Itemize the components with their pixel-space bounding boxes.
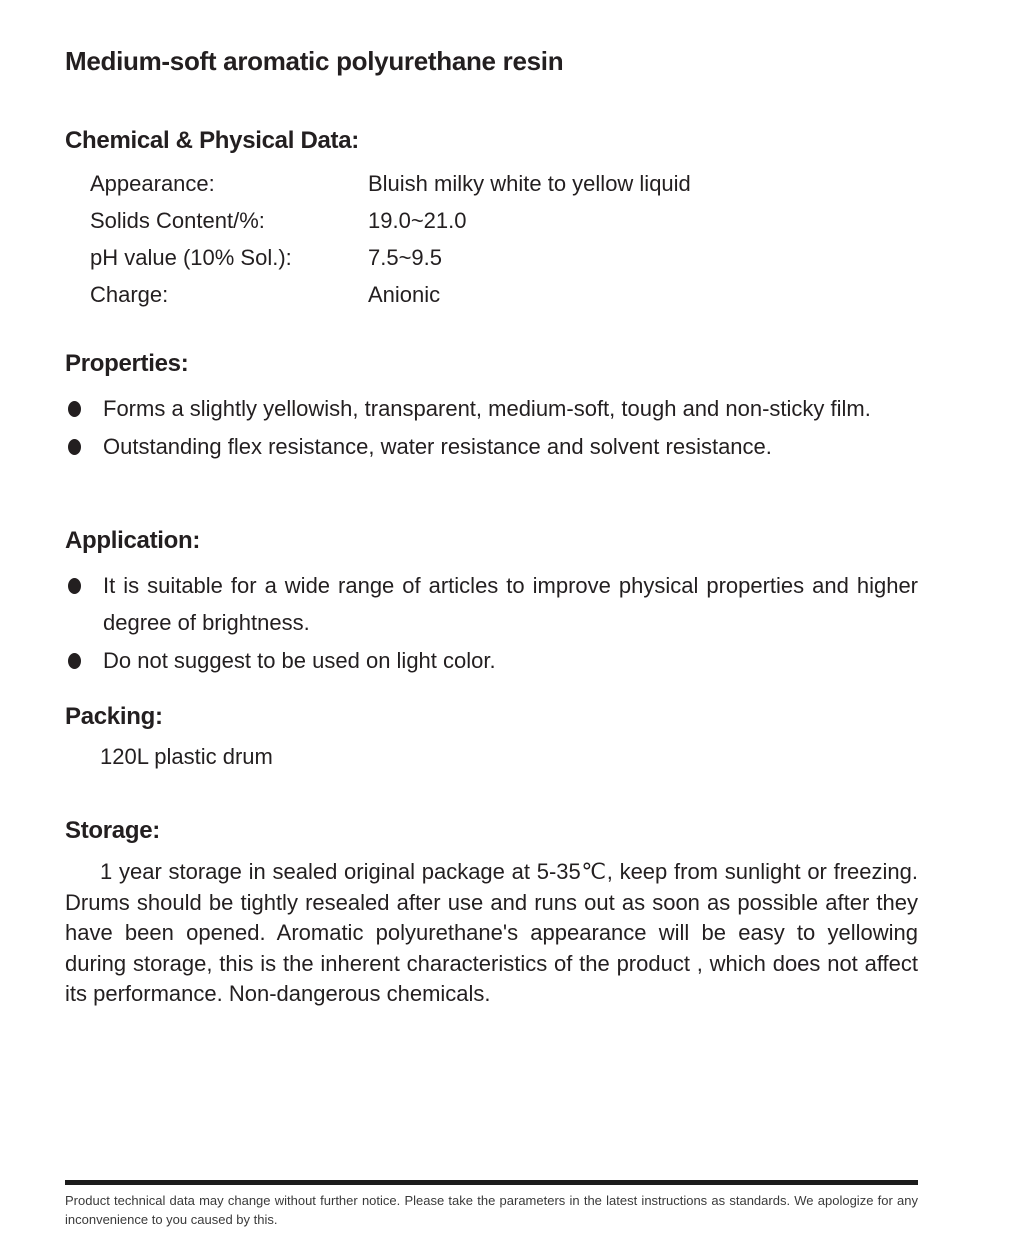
properties-item-text: Forms a slightly yellowish, transparent, medium-soft, tough and non-sticky film. — [103, 396, 871, 421]
list-item — [65, 390, 918, 427]
storage-heading: Storage: — [65, 817, 160, 844]
table-row — [65, 202, 918, 239]
storage-paragraph: 1 year storage in sealed original package at 5-35℃, keep from sunlight or freezing. Drums should be tightly resealed after use and runs out as soon as possible after they have been opened. Aromatic polyurethane's appearance will be easy to yellowing during storage, this is the inherent characteristics of the product , which does not affect its performance. Non-dangerous chemicals. — [65, 859, 918, 1006]
properties-heading: Properties: — [65, 350, 189, 377]
row-value-charge: Anionic — [368, 282, 441, 307]
page-footer — [65, 1180, 918, 1229]
list-item — [65, 428, 918, 465]
table-row — [65, 276, 918, 313]
application-heading: Application: — [65, 527, 201, 554]
row-value-solids-content: 19.0~21.0 — [368, 208, 467, 233]
chemical-data-rows — [65, 165, 918, 313]
section-chemical-physical-data — [65, 127, 918, 313]
properties-list — [65, 390, 918, 465]
row-value-appearance: Bluish milky white to yellow liquid — [368, 171, 691, 196]
bullet-icon — [68, 653, 81, 669]
section-properties — [65, 350, 918, 466]
packing-heading: Packing: — [65, 703, 163, 730]
packing-text: 120L plastic drum — [100, 744, 273, 769]
row-value-ph-value: 7.5~9.5 — [368, 245, 443, 270]
list-item — [65, 642, 918, 679]
row-label-solids-content: Solids Content/%: — [90, 208, 265, 233]
bullet-icon — [68, 401, 81, 417]
chemical-data-heading: Chemical & Physical Data: — [65, 127, 359, 154]
properties-item-text: Outstanding flex resistance, water resistance and solvent resistance. — [103, 434, 772, 459]
section-storage — [65, 817, 918, 1010]
row-label-charge: Charge: — [90, 282, 169, 307]
bullet-icon — [68, 578, 81, 594]
list-item — [65, 567, 918, 641]
row-label-appearance: Appearance: — [90, 171, 215, 196]
section-packing — [65, 703, 918, 772]
page-title: Medium-soft aromatic polyurethane resin — [65, 46, 564, 76]
footer-disclaimer: Product technical data may change without further notice. Please take the parameters in the latest instructions as standards. We apologize for any inconvenience to you caused by this. — [65, 1193, 918, 1227]
application-item-text: Do not suggest to be used on light color. — [103, 648, 496, 673]
row-label-ph-value: pH value (10% Sol.): — [90, 245, 292, 270]
application-item-text: It is suitable for a wide range of articles to improve physical properties and higher degree of brightness. — [103, 573, 918, 635]
application-list — [65, 567, 918, 679]
bullet-icon — [68, 439, 81, 455]
table-row — [65, 165, 918, 202]
footer-divider-bar — [65, 1180, 918, 1185]
section-application — [65, 527, 918, 680]
table-row — [65, 239, 918, 276]
